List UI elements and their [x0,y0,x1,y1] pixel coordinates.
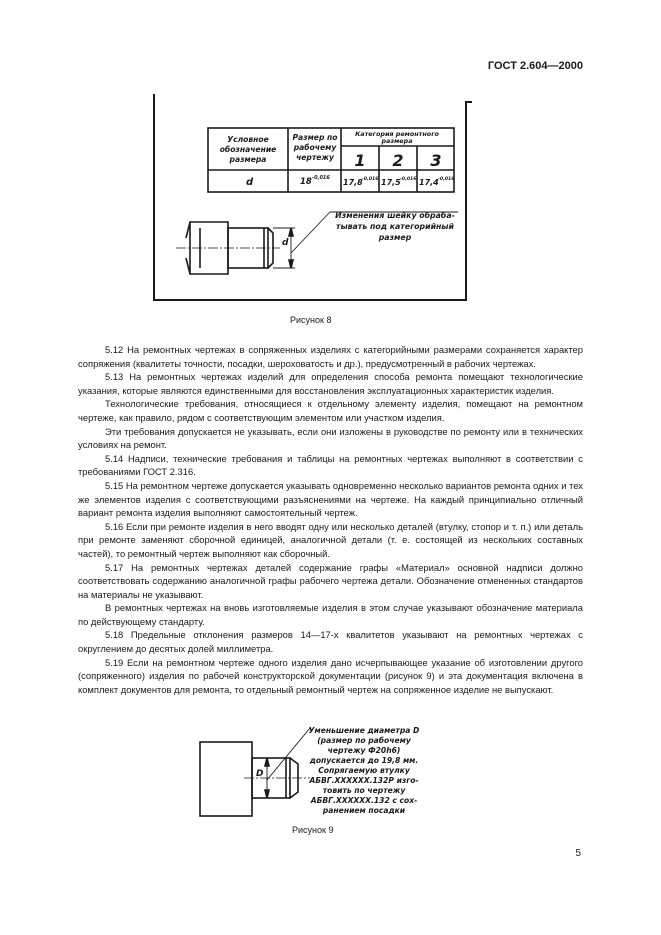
category-number-2: 2 [392,151,404,170]
paragraph-5-19: 5.19 Если на ремонтном чертеже одного изделия дано исчерпывающее указание об изготовлении другого (сопряженного) изделия по рабочей конструкторской документации (рисунок 9) и эта документация включена в комплект документов для ремонта, то отдельный ремонтный чертеж на сопряженное изделие не выпускают. [78,656,583,695]
figure-9-note-line-7: товить по чертежу [322,786,406,795]
table-header-working: Размер по [292,133,338,142]
figure-8-note-line-3: размер [378,233,412,242]
paragraph-5-13-optional: Эти требования допускается не указывать, если они изложены в руководстве по ремонту или в технических условиях на ремонт. [78,425,583,451]
figure-9-dim-label: D [256,769,264,779]
table-header-symbol-2: обозначение [219,145,277,154]
paragraph-5-17: 5.17 На ремонтных чертежах деталей содержание графы «Материал» основной надписи должно соответствовать содержанию аналогичной графы рабочего чертежа детали. Обозначение отмененных стандартов на материалы не указывают. [78,561,583,600]
row-cat1: 17,8 [343,178,363,187]
category-number-1: 1 [354,151,366,170]
paragraph-5-17-new: В ремонтных чертежах на вновь изготовляемые изделия в этом случае указывают обозначение материала по действующему стандарту. [78,602,583,627]
document-code: ГОСТ 2.604—2000 [487,60,583,72]
figure-9-note-line-6: АБВГ.XXXXXX.132Р изго- [309,776,419,785]
figure-9-note-line-1: Уменьшение диаметра D [308,726,420,735]
paragraph-5-13: 5.13 На ремонтных чертежах изделий для определения способа ремонта помещают технологические указания, которые являются единственными для восстановления эксплуатационных характеристик изделия. [78,371,583,396]
table-header-symbol-3: размера [229,155,267,164]
page-number: 5 [575,848,581,859]
figure-8-drawing [140,88,480,302]
figure-8-caption: Рисунок 8 [290,315,332,325]
row-symbol: d [246,177,254,188]
figure-9-note-line-2: (размер по рабочему [317,736,411,745]
figure-9-note-line-8: АБВГ.XXXXXX.132 с сох- [310,796,418,805]
figure-9-caption: Рисунок 9 [292,825,334,835]
paragraph-5-18: 5.18 Предельные отклонения размеров 14—17-х квалитетов указывают на ремонтных чертежах с округлением до десятых долей миллиметра. [78,629,583,655]
row-cat2: 17,5 [381,178,401,187]
row-cat3-tol: -0,016 [438,177,455,182]
figure-9-note-line-9: ранением посадки [322,806,406,815]
row-working: 18 [300,177,312,187]
figure-8-note-line-2: тывать под категорийный [336,222,454,231]
paragraph-5-13-tech: Технологические требования, относящиеся к отдельному элементу изделия, помещают на ремонтном чертеже, как правило, рядом с соответствующим элементом или участком изделия. [78,398,583,423]
figure-9-note-line-3: чертежу Ф20h6) [327,746,401,755]
figure-8-dim-label: d [282,238,289,248]
figure-8-note-line-1: Изменения шейку обраба- [335,211,455,220]
row-working-tol: -0,016 [312,175,330,181]
paragraph-5-12: 5.12 На ремонтных чертежах в сопряженных изделиях с категорийными размерами сохраняется характер сопряжения (квалитеты точности, посадки, шероховатость и др.), предусмотренный в рабочих чертежах. [78,344,583,369]
figure-9-note-line-5: Сопрягаемую втулку [318,766,410,775]
table-header-symbol: Условное [227,135,269,144]
row-cat2-tol: -0,016 [400,177,417,182]
paragraph-5-15: 5.15 На ремонтном чертеже допускается указывать одновременно несколько вариантов ремонта одних и тех же элементов изделия с соответствующими разъяснениями на чертеже. На каждый принципиально отличный вариант ремонта изделия выполняют самостоятельный чертеж. [78,479,583,519]
body-text [78,343,583,696]
figure-9-note-line-4: допускается до 19,8 мм. [309,756,419,765]
category-number-3: 3 [430,151,442,170]
row-cat1-tol: -0,016 [362,177,379,182]
figure-9-drawing [192,720,432,820]
table-header-category-2: размера [381,137,413,145]
table-header-working-2: рабочему [293,143,337,152]
table-header-category: Категория ремонтного [355,130,439,138]
paragraph-5-14: 5.14 Надписи, технические требования и таблицы на ремонтных чертежах выполняют в соответствии с требованиями ГОСТ 2.316. [78,452,583,478]
paragraph-5-16: 5.16 Если при ремонте изделия в него вводят одну или несколько деталей (втулку, стопор и т. п.) или деталь при ремонте заменяют сборочной единицей, аналогичной детали (т. е. состоящей из нескольких составных частей), то ремонтный чертеж выполняют как сборочный. [78,520,583,559]
table-header-working-3: чертежу [296,153,334,162]
row-cat3: 17,4 [419,178,439,187]
